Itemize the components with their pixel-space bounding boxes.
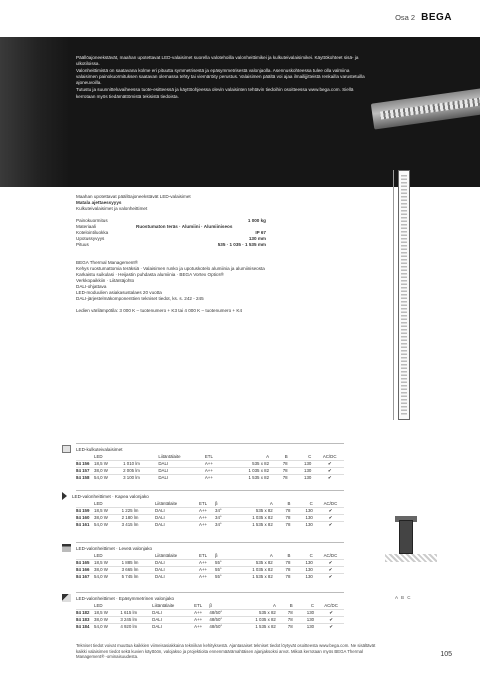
table-cell: DALI [155,559,199,566]
table-cell: A++ [199,507,215,514]
column-header: LED [94,501,103,507]
color-temp-note: Ledien värilämpötila: 3 000 K – tuotenumero + K3 tai 4 000 K – tuotenumero + K4 [76,308,242,313]
table-cell: 130 [297,609,318,616]
product-drawing [398,170,410,420]
column-header: C [310,603,315,609]
product-code: 84 161 [76,521,94,528]
table-cell: ✔ [317,521,344,528]
intro-line: Kulkuteivalaisimet ja valonheittimet [76,206,148,211]
table-cell: 48/50° [209,616,233,623]
column-header: Liitäntälaite [158,454,181,460]
column-header: AC/DC [323,501,338,507]
note-line: DALI-järjestelmäkomponenttien tekniset tiedot, ks. s. 242 - 245 [76,296,204,301]
table-cell: 78 [277,514,295,521]
table-cell: ✔ [317,514,344,521]
table-cell: 78 [280,609,297,616]
hero-image [0,37,480,187]
column-header: B [284,454,288,460]
table-cell: 78 [277,507,295,514]
note-line: Kehys ruostumattomia teräksiä · Valaisimen runko ja upotuskotelo alumiinia ja alumiiniseosta [76,266,265,271]
column-header: β [215,501,218,507]
table-cell: 130 [297,616,318,623]
table-cell: 55° [215,559,228,566]
table-cell: 38,0 W [94,467,123,474]
table-row [76,467,344,474]
table-cell: A++ [194,616,209,623]
table-cell: DALI [155,507,199,514]
table-cell: 4 920 lm [120,623,152,630]
page-number: 105 [440,651,452,658]
table-cell: 130 [294,559,316,566]
column-header: A [269,553,273,559]
column-header: ETL [204,454,213,460]
table-cell: 78 [273,467,292,474]
table-cell: 3 665 lm [122,566,155,573]
group-title: LED-valonheittimet · Epäsymmetrinen valonjako [76,595,175,601]
table-cell: A++ [199,566,215,573]
table-cell: DALI [158,467,205,474]
table-cell: 535 x 82 [228,559,277,566]
table-cell: 38,0 W [94,616,120,623]
footnote: Tekniset tiedot voivat muuttua kaikkien viimeisasiakkaina tekniikan kehityksestä. Ajantasaiset tekniset tiedot löytyvät osoitteesta www.bega.com. Ne sisältävät kaikki valaisimen tiedot sekä kuvien käyttöön, valojakso ja projektioita ennenmäärämahtäisen ajanjaksoksi arvot. Mikoä kerrotaan myös BEGA Thermal Management® -ominaisuudesta. [76,643,376,660]
product-code: 84 157 [76,467,94,474]
product-table [76,553,344,580]
product-table [76,603,344,630]
table-cell: 2 180 lm [122,514,155,521]
column-header: ETL [199,501,208,507]
section-label: Osa 2 [395,13,416,22]
product-code: 84 159 [76,507,94,514]
asymmetric-beam-icon [62,594,71,602]
table-cell: 1 035 x 82 [228,514,277,521]
column-header: B [287,501,291,507]
spec-block [76,194,266,314]
table-row [76,616,344,623]
cross-section-drawing [385,512,437,564]
table-cell: DALI [152,623,194,630]
table-cell: A++ [194,623,209,630]
narrow-beam-icon [62,492,67,500]
hero-paragraph: Päällöajoneekstävät, maahan upotettavat LED-valaisimet suorella valotehoilla valonheittimikei ja kulkuteivalaisimikei. Käyttökohteet sisä- ja ulkotiloissa. [76,55,359,67]
column-header: C [309,553,313,559]
table-row [76,460,344,467]
column-header: A [272,603,276,609]
table-cell: 1 035 x 82 [228,566,277,573]
table-row [76,507,344,514]
table-row [76,609,344,616]
column-header: C [309,501,313,507]
table-cell: A++ [199,521,215,528]
product-code: 84 167 [76,573,94,580]
table-cell: 3 415 lm [122,521,155,528]
table-cell: A++ [199,559,215,566]
table-cell: 18,5 W [94,559,122,566]
table-cell: 130 [294,514,316,521]
walkway-light-icon [62,445,71,453]
table-cell: A++ [199,573,215,580]
table-cell: DALI [158,474,205,481]
product-group [76,443,344,481]
table-cell: 55° [215,566,228,573]
table-cell: 130 [294,507,316,514]
table-cell: ✔ [318,609,344,616]
table-cell: 130 [292,474,316,481]
table-cell: 54,0 W [94,623,120,630]
column-header: β [215,553,218,559]
table-cell: ✔ [317,507,344,514]
table-row [76,521,344,528]
table-cell: ✔ [315,467,344,474]
table-cell: 130 [294,573,316,580]
table-cell: 48/50° [209,609,233,616]
group-title: LED-valonheittimet · Kapea valonjako [72,493,149,499]
table-cell: 2 005 lm [123,467,158,474]
table-cell: 54,0 W [94,573,122,580]
table-cell: 78 [277,559,295,566]
table-cell: 3 245 lm [120,616,152,623]
table-cell: 78 [273,474,292,481]
table-cell: 130 [292,460,316,467]
table-cell: DALI [158,460,205,467]
table-cell: ✔ [318,623,344,630]
product-code: 84 184 [76,623,94,630]
table-cell: ✔ [317,559,344,566]
column-header: LED [94,603,103,609]
table-cell: 18,5 W [94,460,123,467]
product-group [76,542,344,580]
hero-paragraph: Valonheittimistä on saatavana kolme eri pituutta symmetrisestä ja epäsymmetrisestä valonjaolla. Asennuskohteessa tulee olla valmiina valaisimen painokuormituksen saatavan olemassa tehty tai viemäröity perustus. Valaisimen päältä voi ajaa ilmailijjitteistä renkailla varustetuilla ajoneuvoilla. [76,68,365,86]
table-cell: 535 x 82 [228,507,277,514]
table-cell: 535 x 82 [222,460,273,467]
table-cell: 55° [215,573,228,580]
table-cell: 38,0 W [94,514,122,521]
table-cell: 48/50° [209,623,233,630]
intro-line: Matala ajettaessyyys [76,200,122,205]
table-row [76,566,344,573]
table-cell: A++ [194,609,209,616]
table-cell: DALI [155,566,199,573]
table-cell: ✔ [315,460,344,467]
product-code: 84 160 [76,514,94,521]
column-header: Liitäntälaite [154,501,178,507]
table-cell: 1 225 lm [122,507,155,514]
group-title: LED-kulkuteivalaisimet [76,446,123,452]
table-cell: 1 535 x 82 [228,573,277,580]
table-cell: 130 [294,521,316,528]
table-cell: 78 [277,566,295,573]
product-code: 84 183 [76,616,94,623]
table-cell: DALI [155,514,199,521]
table-cell: 130 [292,467,316,474]
product-code: 84 156 [76,460,94,467]
table-row [76,559,344,566]
luminaire-photo [371,86,480,129]
column-header: C [308,454,312,460]
table-cell: 1 010 lm [123,460,158,467]
table-cell: 78 [273,460,292,467]
spec-row: Kotelointiluokka IP 67 [76,230,266,235]
table-cell: DALI [155,521,199,528]
table-cell: ✔ [317,573,344,580]
table-cell: 3 100 lm [123,474,158,481]
spec-row: Painokuormitus 1 000 kg [76,218,266,223]
table-row [76,474,344,481]
column-header: AC/DC [324,603,338,609]
table-row [76,623,344,630]
hero-paragraph: Tutustu ja suunnitteluvaiheessa tuote-esitteessä ja käyttöohjeessa olevin valaisinten tehtävin tiedoihin osoitteessa www.bega.com. Siellä kerrotaan myös tiedämättömistä tekisistä tiedoista. [76,87,354,99]
table-cell: 5 745 lm [122,573,155,580]
table-cell: 1 035 x 82 [222,467,273,474]
table-cell: 1 885 lm [122,559,155,566]
table-cell: A++ [205,467,222,474]
column-header: Liitäntälaite [154,553,178,559]
table-cell: 535 x 82 [234,609,280,616]
dimension-line [393,170,394,420]
note-line: Verkkopaikkiin · Liitäntäjohto [76,278,135,283]
hero-text [76,55,366,101]
table-cell: 34° [215,521,228,528]
table-cell: 34° [215,514,228,521]
table-cell: DALI [155,573,199,580]
spec-row: Pituus 535 · 1 035 · 1 535 mm [76,242,266,247]
product-table [76,501,344,528]
product-code: 84 158 [76,474,94,481]
dimension-labels: A B C [395,595,412,600]
table-cell: 1 615 lm [120,609,152,616]
table-cell: 78 [277,573,295,580]
table-cell: 78 [277,521,295,528]
product-code: 84 165 [76,559,94,566]
column-header: B [289,603,293,609]
table-cell: 130 [294,566,316,573]
spec-row: Upotussyvyys 130 mm [76,236,266,241]
product-code: 84 166 [76,566,94,573]
column-header: LED [94,553,103,559]
page-header [395,12,452,26]
table-cell: A++ [205,474,222,481]
table-cell: 1 535 x 82 [228,521,277,528]
table-cell: 54,0 W [94,474,123,481]
fixture-photo [0,37,70,187]
table-cell: 18,5 W [94,507,122,514]
table-row [76,573,344,580]
column-header: AC/DC [323,553,338,559]
column-header: β [209,603,212,609]
product-group [72,490,344,528]
table-cell: 38,0 W [94,566,122,573]
table-cell: 54,0 W [94,521,122,528]
table-cell: ✔ [317,566,344,573]
column-header: B [287,553,291,559]
wide-beam-icon [62,544,71,552]
column-header: A [266,454,270,460]
table-cell: 130 [297,623,318,630]
table-cell: DALI [152,609,194,616]
brand-logo: BEGA [421,12,452,23]
product-code: 84 182 [76,609,94,616]
column-header: ETL [194,603,203,609]
table-cell: ✔ [315,474,344,481]
note-line: DALI-ohjattava [76,284,107,289]
note-line: Karkaistu suikulasi · Heijastin puhdasta alumiinia · BEGA Vortex Optics® [76,272,224,277]
product-group [76,592,344,630]
note-line: LED-moduulien asiakasustalaes 20 vuotta [76,290,162,295]
table-cell: 1 035 x 82 [234,616,280,623]
column-header: AC/DC [322,454,337,460]
intro-line: Maahan upotettavat päällöajoneekstävät LED-valaisimet [76,194,191,199]
column-header: ETL [199,553,208,559]
table-cell: DALI [152,616,194,623]
table-cell: A++ [205,460,222,467]
table-cell: A++ [199,514,215,521]
table-cell: ✔ [318,616,344,623]
table-cell: 1 535 x 82 [222,474,273,481]
column-header: LED [94,454,103,460]
note-line: BEGA Thermal Management® [76,260,139,265]
table-cell: 18,5 W [94,609,120,616]
column-header: Liitäntälaite [152,603,175,609]
group-title: LED-valonheittimet · Leveä valonjako [76,545,153,551]
spec-row: Materiaali Ruostumaton teräs · Alumiini · Alumiiniseos [76,224,233,229]
table-cell: 34° [215,507,228,514]
table-cell: 78 [280,616,297,623]
product-table [76,454,344,481]
column-header: A [269,501,273,507]
table-cell: 1 535 x 82 [234,623,280,630]
table-cell: 78 [280,623,297,630]
table-row [76,514,344,521]
